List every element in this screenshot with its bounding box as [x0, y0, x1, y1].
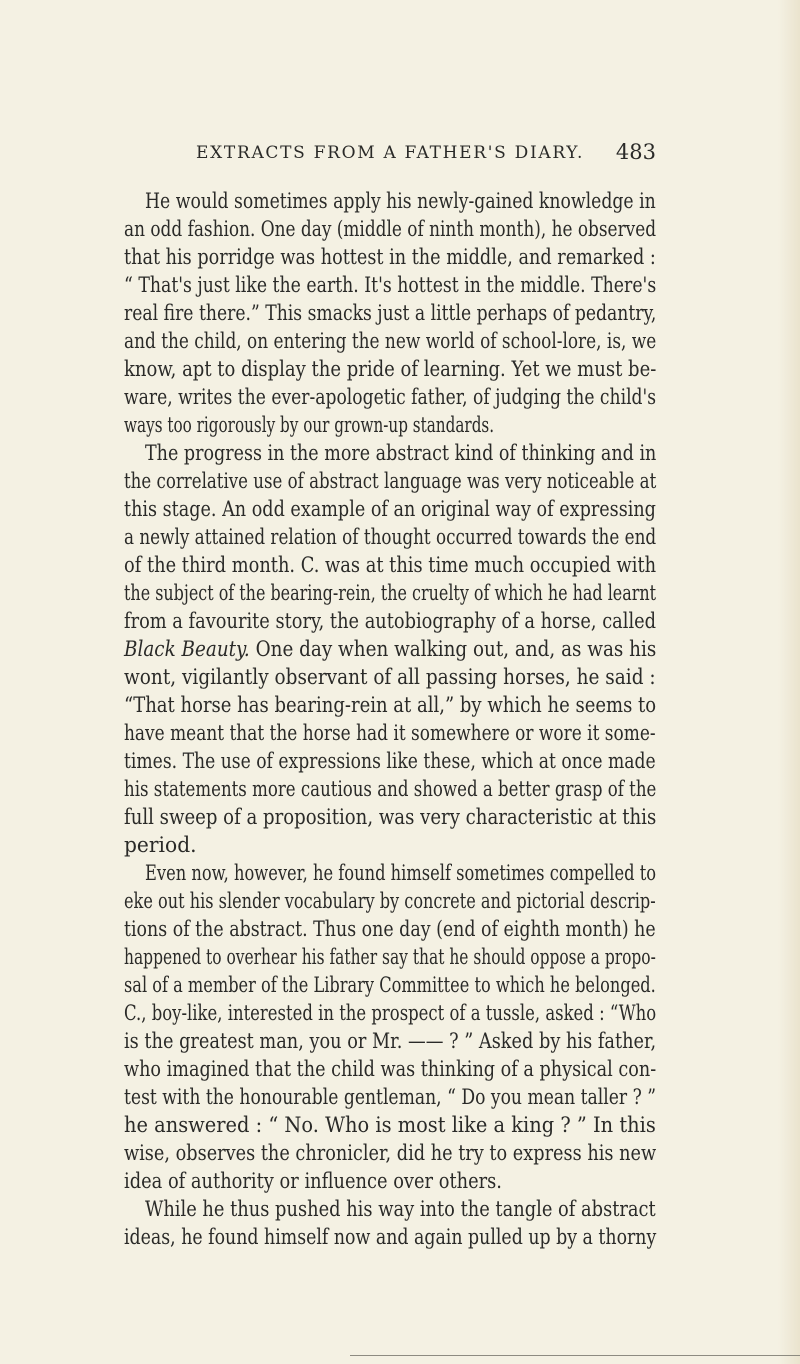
text-line: is the greatest man, you or Mr. —— ? ” Asked by his father,	[124, 1029, 657, 1054]
text-line: C., boy-like, interested in the prospect of a tussle, asked : “Who	[124, 1001, 657, 1026]
text-line-tail: One day when walking out, and, as was his	[249, 637, 657, 662]
text-line: full sweep of a proposition, was very characteristic at this	[124, 805, 657, 830]
text-line: While he thus pushed his way into the tangle of abstract	[145, 1197, 656, 1222]
text-line: an odd fashion. One day (middle of ninth month), he observed	[124, 217, 657, 242]
text-line: test with the honourable gentleman, “ Do you mean taller ? ”	[124, 1085, 657, 1110]
text-line: happened to overhear his father say that he should oppose a propo-	[124, 945, 656, 970]
text-line: The progress in the more abstract kind of thinking and in	[145, 441, 657, 466]
page-bottom-edge	[350, 1355, 800, 1356]
text-line: period.	[124, 833, 197, 858]
text-line: this stage. An odd example of an original way of expressing	[124, 497, 656, 522]
text-line: and the child, on entering the new world of school-lore, is, we	[124, 329, 657, 354]
text-line: a newly attained relation of thought occurred towards the end	[124, 525, 657, 550]
text-line: idea of authority or influence over others.	[124, 1169, 502, 1194]
text-line: Even now, however, he found himself sometimes compelled to	[145, 861, 657, 886]
text-line: have meant that the horse had it somewhere or wore it some-	[124, 721, 656, 746]
text-line: ware, writes the ever-apologetic father, of judging the child's	[124, 385, 657, 410]
text-line: ways too rigorously by our grown-up standards.	[124, 413, 495, 438]
text-line: from a favourite story, the autobiography of a horse, called	[124, 609, 657, 634]
text-line: the correlative use of abstract language was very noticeable at	[124, 469, 657, 494]
text-line: know, apt to display the pride of learning. Yet we must be-	[124, 357, 657, 382]
text-line: wise, observes the chronicler, did he try to express his new	[124, 1141, 657, 1166]
text-line: “ That's just like the earth. It's hottest in the middle. There's	[124, 273, 657, 298]
text-line: real fire there.” This smacks just a little perhaps of pedantry,	[124, 301, 657, 326]
text-line: wont, vigilantly observant of all passing horses, he said :	[124, 665, 656, 690]
text-line: times. The use of expressions like these, which at once made	[124, 749, 656, 774]
text-line: ideas, he found himself now and again pulled up by a thorny	[124, 1225, 657, 1250]
text-line: of the third month. C. was at this time much occupied with	[124, 553, 657, 578]
text-line: his statements more cautious and showed a better grasp of the	[124, 777, 657, 802]
text-line: eke out his slender vocabulary by concrete and pictorial descrip-	[124, 889, 656, 914]
text-line: “That horse has bearing-rein at all,” by which he seems to	[124, 693, 657, 718]
text-line: He would sometimes apply his newly-gained knowledge in	[145, 189, 656, 214]
page-number: 483	[615, 140, 656, 164]
text-line: who imagined that the child was thinking of a physical con-	[124, 1057, 657, 1082]
page-header	[196, 140, 656, 180]
running-head: EXTRACTS FROM A FATHER'S DIARY.	[196, 143, 585, 163]
text-line: sal of a member of the Library Committee to which he belonged.	[124, 973, 656, 998]
text-line: that his porridge was hottest in the middle, and remarked :	[124, 245, 656, 270]
text-line: tions of the abstract. Thus one day (end of eighth month) he	[124, 917, 656, 942]
text-line: the subject of the bearing-rein, the cruelty of which he had learnt	[124, 581, 657, 606]
book-title-italic: Black Beauty.	[124, 637, 250, 662]
page-edge-shading	[778, 0, 800, 1364]
text-line: he answered : “ No. Who is most like a king ? ” In this	[124, 1113, 656, 1138]
text-line	[124, 636, 656, 664]
